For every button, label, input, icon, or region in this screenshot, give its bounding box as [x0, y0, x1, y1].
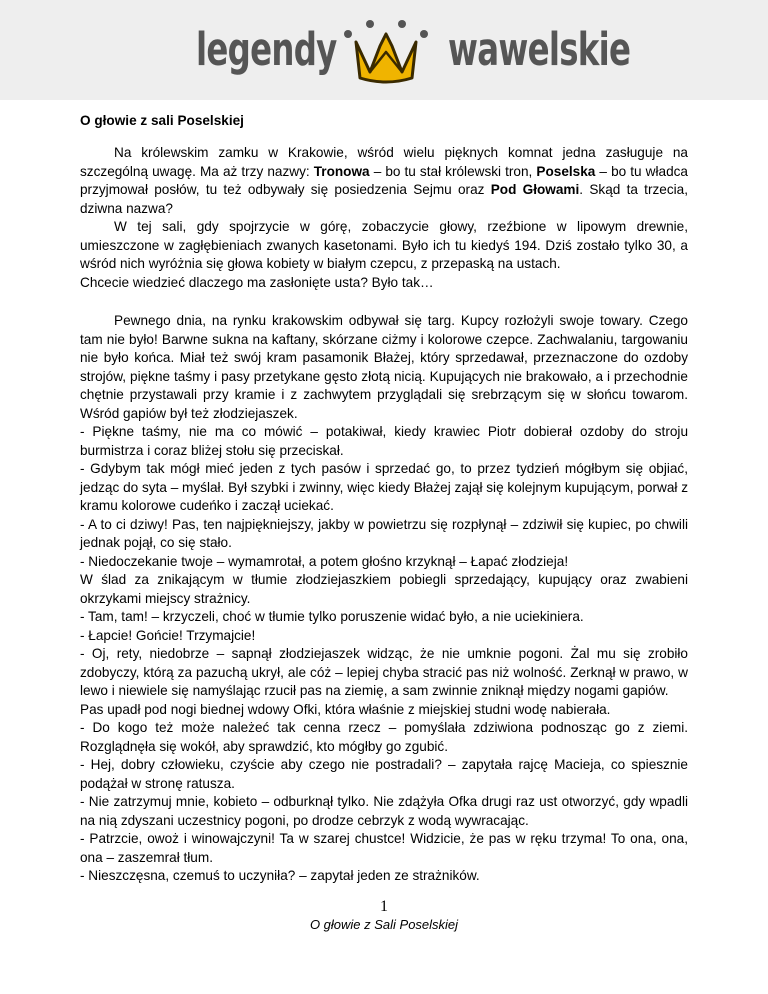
- paragraph-gap: [80, 292, 688, 312]
- story-line: - Nieszczęsna, czemuś to uczyniła? – zapytał jeden ze strażników.: [80, 868, 480, 883]
- bold-name-pod-glowami: Pod Głowami: [490, 182, 580, 197]
- story-line: - Hej, dobry człowieku, czyście aby czego nie postradali? – zapytała rajcę Macieja, co spiesznie podążał w stronę ratusza.: [80, 757, 688, 791]
- footer-title: O głowie z Sali Poselskiej: [309, 917, 459, 932]
- crown-logo-icon: [340, 16, 432, 86]
- intro-paragraph-1: [80, 144, 688, 218]
- logo-text-legendy: legendy: [196, 23, 337, 76]
- story-line: Pas upadł pod nogi biednej wdowy Ofki, która właśnie z miejskiej studni wodę nabierała.: [80, 701, 611, 717]
- text-span: – bo tu stał królewski tron,: [369, 163, 537, 179]
- header-banner: [0, 0, 768, 100]
- intro-paragraph-3: Chcecie wiedzieć dlaczego ma zasłonięte usta? Było tak…: [80, 274, 434, 290]
- story-paragraph: Pewnego dnia, na rynku krakowskim odbywał się targ. Kupcy rozłożyli swoje towary. Czego tam nie było! Barwne sukna na kaftany, skórzane ciżmy i kolorowe czepce. Zachwalaniu, targowaniu nie było końca. Miał też swój kram pasamonik Błażej, który sprzedawał, przeznaczone do ozdoby strojów, piękne taśmy i pasy przetykane gęsto złotą nicią. Kupujących nie brakowało, a i przechodnie chętnie przystawali przy kramie i z zachwytem przyglądali się srebrzącym się w słońcu towarom. Wśród gapiów był też złodziejaszek.: [80, 313, 688, 421]
- page-footer: [0, 898, 768, 934]
- story-line: - Tam, tam! – krzyczeli, choć w tłumie tylko poruszenie widać było, a nie uciekiniera.: [80, 609, 584, 624]
- story-line: - Do kogo też może należeć tak cenna rzecz – pomyślała zdziwiona podnosząc go z ziemi. Rozglądnęła się wokół, aby sprawdzić, kto mógłby go zgubić.: [80, 720, 688, 754]
- document-title: O głowie z sali Poselskiej: [80, 113, 244, 128]
- story-line: - Gdybym tak mógł mieć jeden z tych pasów i sprzedać go, to przez tydzień mógłbym się objiać, jedząc do syta – myślał. Był szybki i zwinny, więc kiedy Błażej zajął się kolejnym kupującym, porwał z kramu kolorowe cudeńko i zaczął uciekać.: [80, 461, 688, 513]
- text-span: Na królewskim zamku w Krakowie, wśród wielu pięknych komnat jedna zasługuje na szczególną uwagę. Ma aż trzy nazwy:: [80, 145, 688, 179]
- story-line: - Piękne taśmy, nie ma co mówić – potakiwał, kiedy krawiec Piotr dobierał ozdoby do stroju burmistrza i coraz bliżej stołu się przeciskał.: [80, 424, 688, 458]
- story-line: - Patrzcie, owoż i winowajczyni! Ta w szarej chustce! Widzicie, że pas w ręku trzyma! To ona, ona, ona – zaszemrał tłum.: [80, 831, 688, 865]
- document-body: [80, 112, 688, 886]
- story-line: W ślad za znikającym w tłumie złodziejaszkiem pobiegli sprzedający, kupujący oraz zwabieni okrzykami miejscy strażnicy.: [80, 572, 688, 606]
- story-line: - Niedoczekanie twoje – wymamrotał, a potem głośno krzyknął – Łapać złodzieja!: [80, 553, 569, 569]
- story-line: - Oj, rety, niedobrze – sapnął złodziejaszek widząc, że nie umknie pogoni. Żal mu się zrobiło zdobyczy, którą za pazuchą ukrył, ale cóż – lepiej chyba stracić pas niż wolność. Zerknął w prawo, w lewo i niewiele się namyślając rzucił pas na ziemię, a sam zwinnie zniknął między nogami gapiów.: [80, 646, 688, 698]
- bold-name-poselska: Poselska: [536, 163, 596, 179]
- intro-paragraph-2: W tej sali, gdy spojrzycie w górę, zobaczycie głowy, rzeźbione w lipowym drewnie, umieszczone w zagłębieniach zwanych kasetonami. Było ich tu kiedyś 194. Dziś zostało tylko 30, a wśród nich wyróżnia się głowa kobiety w białym czepcu, z przepaską na ustach.: [80, 219, 688, 271]
- text-span: . Skąd ta trzecia, dziwna nazwa?: [80, 182, 688, 216]
- story-line: - Nie zatrzymuj mnie, kobieto – odburknął tylko. Nie zdążyła Ofka drugi raz ust otworzyć, gdy wpadli na nią zdyszani uczestnicy pogoni, po drodze cebrzyk z wodą wywracając.: [80, 794, 688, 828]
- page-number: 1: [380, 898, 388, 915]
- logo-text-wawelskie: wawelskie: [448, 23, 631, 76]
- text-span: – bo tu władca przyjmował posłów, tu też odbywały się posiedzenia Sejmu oraz: [80, 163, 688, 197]
- story-line: - A to ci dziwy! Pas, ten najpiękniejszy, jakby w powietrzu się rozpłynął – zdziwił się kupiec, po chwili jednak pojął, co się stało.: [80, 516, 688, 550]
- story-line: - Łapcie! Gońcie! Trzymajcie!: [80, 627, 256, 643]
- bold-name-tronowa: Tronowa: [313, 163, 370, 179]
